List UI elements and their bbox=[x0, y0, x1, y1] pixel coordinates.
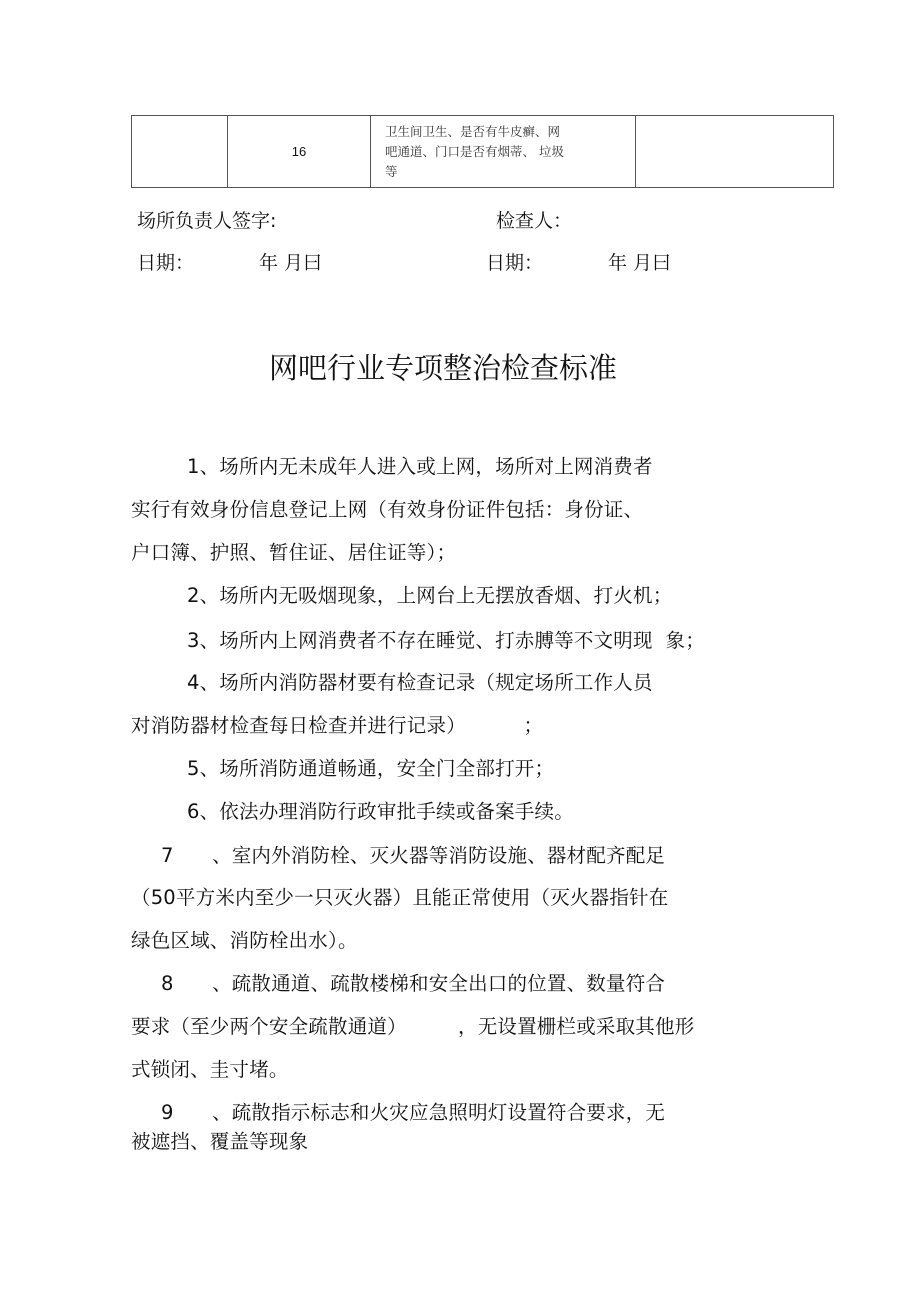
table-cell-result bbox=[636, 116, 834, 188]
date-label-right: 日期： bbox=[486, 252, 544, 274]
standard-line: 3、场所内上网消费者不存在睡觉、打赤膊等不文明现 象； bbox=[187, 629, 705, 652]
standard-line: 实行有效身份信息登记上网（有效身份证件包括：身份证、 bbox=[131, 498, 644, 521]
standard-line: 6、依法办理消防行政审批手续或备案手续。 bbox=[187, 800, 574, 823]
table-cell-item bbox=[371, 116, 636, 188]
inspector-label: 检查人： bbox=[496, 210, 573, 232]
standard-line: 对消防器材检查每日检查并进行记录） ； bbox=[131, 714, 544, 737]
standard-line: 5、场所消防通道畅通，安全门全部打开； bbox=[187, 757, 555, 780]
standard-line: （50平方米内至少一只灭火器）且能正常使用（灭火器指针在 bbox=[131, 886, 669, 909]
inspection-table bbox=[131, 115, 834, 188]
standard-line: 9 、疏散指示标志和火灾应急照明灯设置符合要求，无 bbox=[161, 1101, 666, 1124]
table-row bbox=[132, 116, 834, 188]
standard-line: 户口簿、护照、暂住证、居住证等）； bbox=[131, 541, 457, 564]
standard-line: 8 、疏散通道、疏散楼梯和安全出口的位置、数量符合 bbox=[161, 972, 666, 995]
table-cell-number: 16 bbox=[228, 116, 371, 188]
standard-line: 式锁闭、圭寸堵。 bbox=[131, 1058, 289, 1081]
item-line: 吧通道、门口是否有烟蒂、 垃圾 bbox=[385, 143, 564, 159]
standard-line: 被遮挡、覆盖等现象 bbox=[131, 1130, 309, 1153]
standard-line: 4、场所内消防器材要有检查记录（规定场所工作人员 bbox=[187, 671, 653, 694]
date-fields-left: 年 月曰 bbox=[259, 252, 323, 274]
standard-line: 2、场所内无吸烟现象，上网台上无摆放香烟、打火机； bbox=[187, 584, 673, 607]
owner-signature-label: 场所负责人签字: bbox=[137, 210, 277, 232]
standard-line: 要求（至少两个安全疏散通道） ，无设置栅栏或采取其他形 bbox=[131, 1015, 695, 1038]
table-cell-category bbox=[132, 116, 228, 188]
standard-line: 1、场所内无未成年人进入或上网，场所对上网消费者 bbox=[187, 455, 653, 478]
page-title: 网吧行业专项整治检查标准 bbox=[268, 351, 617, 385]
item-line: 卫生间卫生、是否有牛皮癣、网 bbox=[385, 123, 561, 139]
standard-line: 7 、室内外消防栓、灭火器等消防设施、器材配齐配足 bbox=[161, 844, 666, 867]
date-label-left: 日期： bbox=[137, 252, 195, 274]
date-fields-right: 年 月曰 bbox=[608, 252, 672, 274]
item-line: 等 bbox=[385, 163, 398, 179]
standard-line: 绿色区域、消防栓出水）。 bbox=[131, 929, 358, 952]
